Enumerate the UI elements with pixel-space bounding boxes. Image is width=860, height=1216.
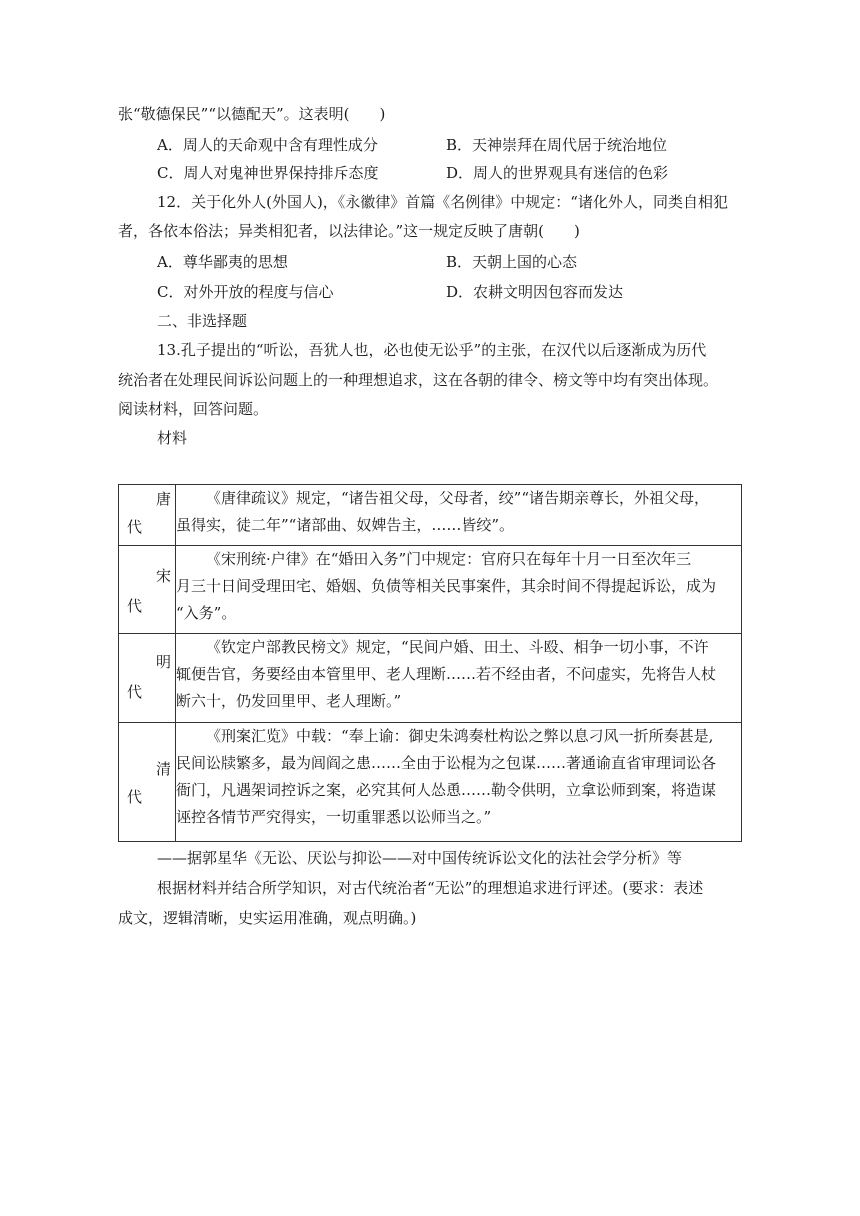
material-label: 材料 [157,429,188,447]
era-cell-tang [119,485,176,546]
material-line: 《刑案汇览》中载：“奉上谕：御史朱鸿奏杜构讼之弊以息刁风一折所奏甚是, [206,727,714,745]
material-line: 衙门，凡遇架词控诉之案，必究其何人怂恿……勒令供明，立拿讼师到案，将造谋 [176,781,717,799]
era-char: 唐 [155,490,171,508]
material-text-song [176,546,742,634]
era-char: 代 [127,788,143,806]
table-row-ming [119,634,742,723]
era-char: 代 [127,597,143,615]
material-line: 民间讼牍繁多，最为闾阎之患……全由于讼棍为之包谋……著通谕直省审理词讼各 [176,754,717,772]
q11-option-c: C．周人对鬼神世界保持排斥态度 [157,164,379,182]
era-cell-song [119,546,176,634]
era-char: 清 [155,760,171,778]
material-line: 诬控各情节严究得实，一切重罪悉以讼师当之。” [176,808,492,826]
material-line: 月三十日间受理田宅、婚姻、负债等相关民事案件，其余时间不得提起诉讼，成为 [176,577,717,595]
era-char: 宋 [155,567,171,585]
q11-option-d: D．周人的世界观具有迷信的色彩 [446,164,669,182]
q13-line3: 阅读材料，回答问题。 [118,400,269,418]
section-heading: 二、非选择题 [157,312,248,330]
material-text-tang [176,485,742,546]
q12-option-d: D．农耕文明因包容而发达 [446,283,624,301]
era-char: 明 [155,653,171,671]
material-line: 《宋刑统·户律》在“婚田入务”门中规定：官府只在每年十月一日至次年三 [206,550,692,568]
table-row-tang [119,485,742,546]
material-line: “入务”。 [176,604,237,622]
source-citation: ——据郭星华《无讼、厌讼与抑讼——对中国传统诉讼文化的法社会学分析》等 [157,849,683,867]
material-line: 《唐律疏议》规定，“诸告祖父母，父母者，绞”“诸告期亲尊长，外祖父母， [206,489,710,507]
task-line1: 根据材料并结合所学知识，对古代统治者“无讼”的理想追求进行评述。(要求：表述 [157,879,704,897]
material-table [118,484,742,842]
table-row-qing [119,723,742,842]
material-line: 断六十，仍发回里甲、老人理断。” [176,692,402,710]
q12-option-a: A．尊华鄙夷的思想 [157,253,288,271]
q13-line1: 13.孔子提出的“听讼，吾犹人也，必也使无讼乎”的主张，在汉代以后逐渐成为历代 [157,341,707,359]
q12-stem-line2: 者，各依本俗法；异类相犯者，以法律论。”这一规定反映了唐朝( ) [118,222,580,240]
q12-option-c: C．对外开放的程度与信心 [157,283,334,301]
table-row-song [119,546,742,634]
material-text-qing [176,723,742,842]
q11-option-a: A．周人的天命观中含有理性成分 [157,136,378,154]
q12-option-b: B．天朝上国的心态 [446,253,578,271]
material-line: 虽得实，徒二年”“诸部曲、奴婢告主，……皆绞”。 [176,516,515,534]
era-char: 代 [127,683,143,701]
task-line2: 成文，逻辑清晰，史实运用准确，观点明确。) [118,909,417,927]
era-char: 代 [127,518,143,536]
q11-stem-tail: 张“敬德保民”“以德配天”。这表明( ) [118,105,386,123]
q11-option-b: B．天神崇拜在周代居于统治地位 [446,136,668,154]
material-line: 辄便告官，务要经由本管里甲、老人理断……若不经由者，不问虚实，先将告人杖 [176,665,717,683]
material-line: 《钦定户部教民榜文》规定，“民间户婚、田土、斗殴、相争一切小事，不许 [206,638,709,656]
era-cell-ming [119,634,176,723]
era-cell-qing [119,723,176,842]
q13-line2: 统治者在处理民间诉讼问题上的一种理想追求，这在各朝的律令、榜文等中均有突出体现。 [118,371,719,389]
q12-stem-line1: 12．关于化外人(外国人)，《永徽律》首篇《名例律》中规定：“诸化外人，同类自相犯 [157,193,728,211]
material-text-ming [176,634,742,723]
